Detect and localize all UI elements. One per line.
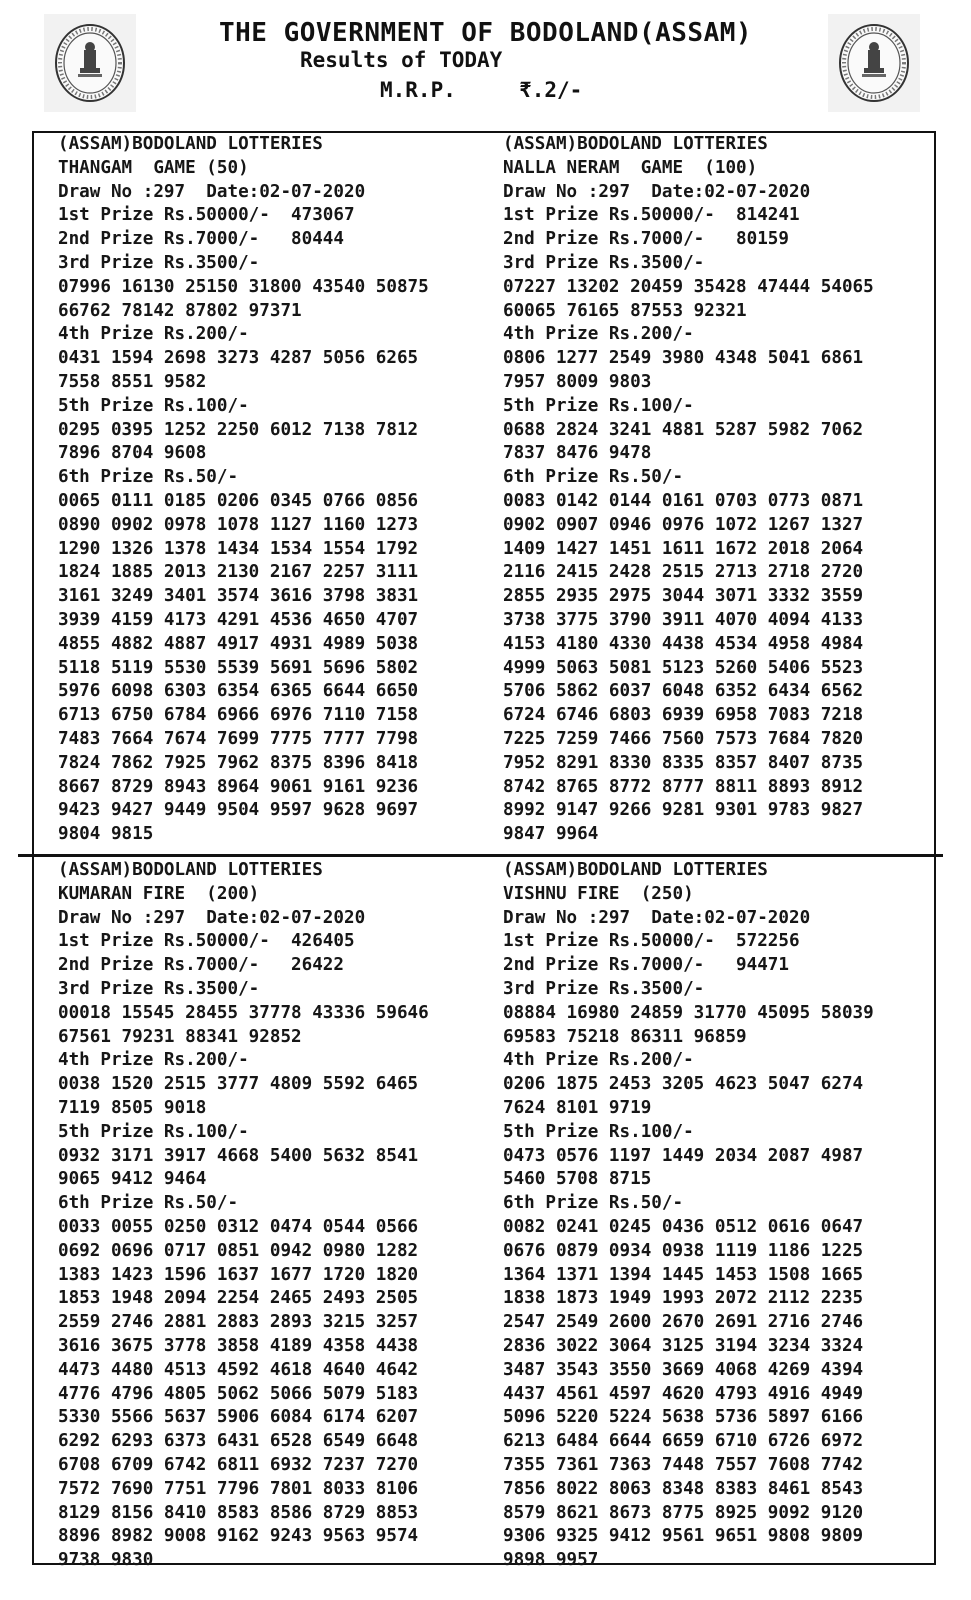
result-line: 7824 7862 7925 7962 8375 8396 8418 (58, 752, 419, 773)
result-line: 67561 79231 88341 92852 (58, 1026, 302, 1047)
result-line: 5th Prize Rs.100/- (503, 395, 694, 416)
result-line: 6th Prize Rs.50/- (58, 467, 239, 488)
result-line: 0806 1277 2549 3980 4348 5041 6861 (503, 348, 864, 369)
result-line: 8742 8765 8772 8777 8811 8893 8912 (503, 776, 864, 797)
result-line: 8579 8621 8673 8775 8925 9092 9120 (503, 1502, 864, 1523)
result-line: 0038 1520 2515 3777 4809 5592 6465 (58, 1074, 419, 1095)
result-line: 1409 1427 1451 1611 1672 2018 2064 (503, 538, 864, 559)
result-line: 4999 5063 5081 5123 5260 5406 5523 (503, 657, 864, 678)
result-line: 7837 8476 9478 (503, 443, 652, 464)
result-line: 5096 5220 5224 5638 5736 5897 6166 (503, 1407, 864, 1428)
result-line: 1st Prize Rs.50000/- 426405 (58, 931, 355, 952)
result-line: 0692 0696 0717 0851 0942 0980 1282 (58, 1240, 419, 1261)
result-line: 6724 6746 6803 6939 6958 7083 7218 (503, 705, 864, 726)
result-line: (ASSAM)BODOLAND LOTTERIES (58, 134, 323, 154)
result-line: 7856 8022 8063 8348 8383 8461 8543 (503, 1478, 864, 1499)
result-line: 8896 8982 9008 9162 9243 9563 9574 (58, 1526, 419, 1547)
result-line: 9898 9957 (503, 1550, 599, 1571)
result-line: 2nd Prize Rs.7000/- 94471 (503, 955, 789, 976)
result-line: 4th Prize Rs.200/- (503, 1050, 694, 1071)
result-line: 07227 13202 20459 35428 47444 54065 (503, 276, 874, 297)
result-line: 0890 0902 0978 1078 1127 1160 1273 (58, 514, 419, 535)
result-line: NALLA NERAM GAME (100) (503, 157, 758, 178)
result-line: 3rd Prize Rs.3500/- (503, 252, 705, 273)
result-line: Draw No :297 Date:02-07-2020 (503, 907, 811, 928)
result-line: 08884 16980 24859 31770 45095 58039 (503, 1002, 874, 1023)
result-kumaran-fire (58, 859, 429, 1573)
result-line: 3939 4159 4173 4291 4536 4650 4707 (58, 609, 419, 630)
result-line: 9847 9964 (503, 824, 599, 845)
result-nalla-neram-game (503, 133, 874, 847)
result-line: 5976 6098 6303 6354 6365 6644 6650 (58, 681, 419, 702)
result-line: 9065 9412 9464 (58, 1169, 207, 1190)
result-line: 9306 9325 9412 9561 9651 9808 9809 (503, 1526, 864, 1547)
result-line: 60065 76165 87553 92321 (503, 300, 747, 321)
mrp-value: ₹.2/- (519, 78, 583, 102)
result-line: 8667 8729 8943 8964 9061 9161 9236 (58, 776, 419, 797)
result-line: VISHNU FIRE (250) (503, 883, 694, 904)
result-line: 7572 7690 7751 7796 7801 8033 8106 (58, 1478, 419, 1499)
result-vishnu-fire (503, 859, 874, 1573)
result-line: 8129 8156 8410 8583 8586 8729 8853 (58, 1502, 419, 1523)
result-line: 5330 5566 5637 5906 6084 6174 6207 (58, 1407, 419, 1428)
result-line: 0295 0395 1252 2250 6012 7138 7812 (58, 419, 419, 440)
result-line: 3rd Prize Rs.3500/- (58, 978, 260, 999)
result-line: 4473 4480 4513 4592 4618 4640 4642 (58, 1359, 419, 1380)
result-line: 9423 9427 9449 9504 9597 9628 9697 (58, 800, 419, 821)
result-line: 66762 78142 87802 97371 (58, 300, 302, 321)
result-line: 5118 5119 5530 5539 5691 5696 5802 (58, 657, 419, 678)
result-line: 69583 75218 86311 96859 (503, 1026, 747, 1047)
result-line: (ASSAM)BODOLAND LOTTERIES (58, 860, 323, 880)
result-line: 6th Prize Rs.50/- (503, 1193, 684, 1214)
result-line: 5th Prize Rs.100/- (503, 1121, 694, 1142)
result-line: 2836 3022 3064 3125 3194 3234 3324 (503, 1335, 864, 1356)
result-line: 6th Prize Rs.50/- (58, 1193, 239, 1214)
result-line: 1853 1948 2094 2254 2465 2493 2505 (58, 1288, 419, 1309)
result-line: 4th Prize Rs.200/- (58, 1050, 249, 1071)
result-line: (ASSAM)BODOLAND LOTTERIES (503, 860, 768, 880)
result-line: 4437 4561 4597 4620 4793 4916 4949 (503, 1383, 864, 1404)
result-line: KUMARAN FIRE (200) (58, 883, 260, 904)
result-line: 1st Prize Rs.50000/- 572256 (503, 931, 800, 952)
result-line: 7624 8101 9719 (503, 1097, 652, 1118)
result-line: 3rd Prize Rs.3500/- (503, 978, 705, 999)
result-line: 0082 0241 0245 0436 0512 0616 0647 (503, 1216, 864, 1237)
result-line: 1364 1371 1394 1445 1453 1508 1665 (503, 1264, 864, 1285)
result-line: 7558 8551 9582 (58, 371, 207, 392)
result-line: 4855 4882 4887 4917 4931 4989 5038 (58, 633, 419, 654)
result-line: 1st Prize Rs.50000/- 473067 (58, 205, 355, 226)
result-line: 1838 1873 1949 1993 2072 2112 2235 (503, 1288, 864, 1309)
result-line: 0431 1594 2698 3273 4287 5056 6265 (58, 348, 419, 369)
result-line: 3616 3675 3778 3858 4189 4358 4438 (58, 1335, 419, 1356)
result-line: 0932 3171 3917 4668 5400 5632 8541 (58, 1145, 419, 1166)
result-line: 5460 5708 8715 (503, 1169, 652, 1190)
result-line: 2nd Prize Rs.7000/- 26422 (58, 955, 344, 976)
result-line: 6292 6293 6373 6431 6528 6549 6648 (58, 1431, 419, 1452)
result-line: Draw No :297 Date:02-07-2020 (503, 181, 811, 202)
result-thangam-game (58, 133, 429, 847)
result-line: 2116 2415 2428 2515 2713 2718 2720 (503, 562, 864, 583)
result-line: 8992 9147 9266 9281 9301 9783 9827 (503, 800, 864, 821)
result-line: 1290 1326 1378 1434 1534 1554 1792 (58, 538, 419, 559)
result-line: 7896 8704 9608 (58, 443, 207, 464)
result-line: 4153 4180 4330 4438 4534 4958 4984 (503, 633, 864, 654)
page-subtitle: Results of TODAY (300, 48, 503, 72)
result-line: (ASSAM)BODOLAND LOTTERIES (503, 134, 768, 154)
result-line: 7119 8505 9018 (58, 1097, 207, 1118)
result-line: 4th Prize Rs.200/- (503, 324, 694, 345)
result-line: THANGAM GAME (50) (58, 157, 249, 178)
result-line: 5th Prize Rs.100/- (58, 395, 249, 416)
result-line: 6713 6750 6784 6966 6976 7110 7158 (58, 705, 419, 726)
result-line: Draw No :297 Date:02-07-2020 (58, 907, 366, 928)
mrp-line (380, 78, 582, 102)
section-divider (18, 854, 943, 857)
mrp-label: M.R.P. (380, 78, 456, 102)
result-line: 3161 3249 3401 3574 3616 3798 3831 (58, 586, 419, 607)
result-line: 3487 3543 3550 3669 4068 4269 4394 (503, 1359, 864, 1380)
result-line: 6708 6709 6742 6811 6932 7237 7270 (58, 1454, 419, 1475)
result-line: 7957 8009 9803 (503, 371, 652, 392)
result-line: 0083 0142 0144 0161 0703 0773 0871 (503, 490, 864, 511)
result-line: 0688 2824 3241 4881 5287 5982 7062 (503, 419, 864, 440)
result-line: 2547 2549 2600 2670 2691 2716 2746 (503, 1312, 864, 1333)
result-line: 5706 5862 6037 6048 6352 6434 6562 (503, 681, 864, 702)
result-line: 7483 7664 7674 7699 7775 7777 7798 (58, 728, 419, 749)
result-line: 0065 0111 0185 0206 0345 0766 0856 (58, 490, 419, 511)
result-line: 1383 1423 1596 1637 1677 1720 1820 (58, 1264, 419, 1285)
page-title: THE GOVERNMENT OF BODOLAND(ASSAM) (218, 18, 753, 48)
result-line: 9738 9830 (58, 1550, 154, 1571)
result-line: 7355 7361 7363 7448 7557 7608 7742 (503, 1454, 864, 1475)
result-line: 9804 9815 (58, 824, 154, 845)
result-line: 2559 2746 2881 2883 2893 3215 3257 (58, 1312, 419, 1333)
result-line: 1824 1885 2013 2130 2167 2257 3111 (58, 562, 419, 583)
result-line: 0206 1875 2453 3205 4623 5047 6274 (503, 1074, 864, 1095)
result-line: 7225 7259 7466 7560 7573 7684 7820 (503, 728, 864, 749)
result-line: 07996 16130 25150 31800 43540 50875 (58, 276, 429, 297)
result-line: 7952 8291 8330 8335 8357 8407 8735 (503, 752, 864, 773)
result-line: 2nd Prize Rs.7000/- 80444 (58, 229, 344, 250)
result-line: 00018 15545 28455 37778 43336 59646 (58, 1002, 429, 1023)
result-line: 2855 2935 2975 3044 3071 3332 3559 (503, 586, 864, 607)
result-line: Draw No :297 Date:02-07-2020 (58, 181, 366, 202)
page-header (0, 0, 971, 128)
result-line: 6th Prize Rs.50/- (503, 467, 684, 488)
result-line: 3rd Prize Rs.3500/- (58, 252, 260, 273)
result-line: 4776 4796 4805 5062 5066 5079 5183 (58, 1383, 419, 1404)
result-line: 5th Prize Rs.100/- (58, 1121, 249, 1142)
result-line: 6213 6484 6644 6659 6710 6726 6972 (503, 1431, 864, 1452)
result-line: 0676 0879 0934 0938 1119 1186 1225 (503, 1240, 864, 1261)
result-line: 0033 0055 0250 0312 0474 0544 0566 (58, 1216, 419, 1237)
result-line: 4th Prize Rs.200/- (58, 324, 249, 345)
result-line: 0902 0907 0946 0976 1072 1267 1327 (503, 514, 864, 535)
result-line: 3738 3775 3790 3911 4070 4094 4133 (503, 609, 864, 630)
result-line: 2nd Prize Rs.7000/- 80159 (503, 229, 789, 250)
result-line: 0473 0576 1197 1449 2034 2087 4987 (503, 1145, 864, 1166)
result-line: 1st Prize Rs.50000/- 814241 (503, 205, 800, 226)
